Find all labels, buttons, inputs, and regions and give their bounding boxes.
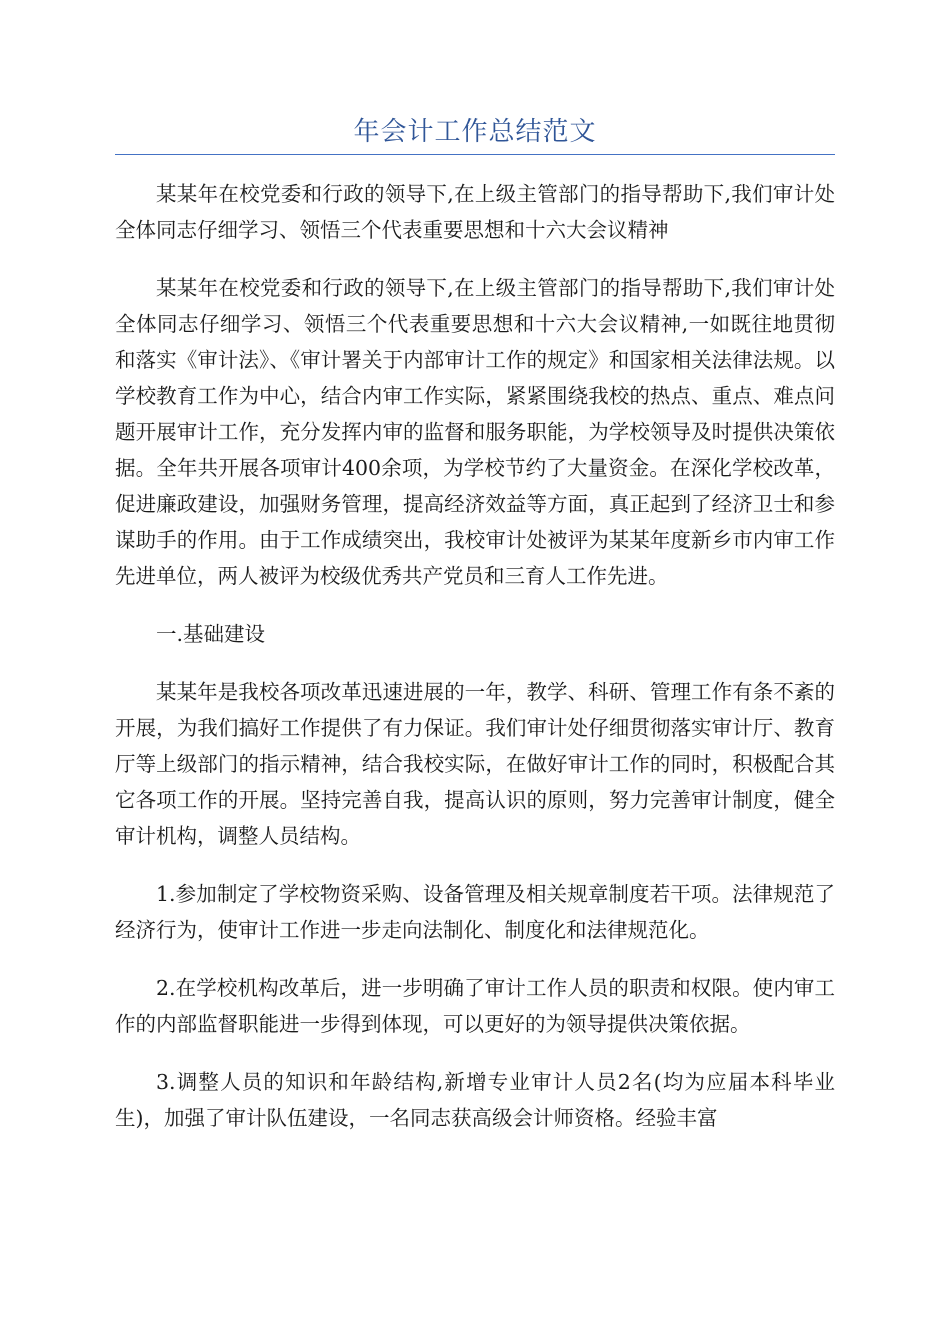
list-item-3: 3.调整人员的知识和年龄结构,新增专业审计人员2名(均为应届本科毕业生)，加强了审计队伍建设，一名同志获高级会计师资格。经验丰富 <box>115 1070 835 1130</box>
paragraph-basic-construction: 某某年是我校各项改革迅速进展的一年，教学、科研、管理工作有条不紊的开展，为我们搞好工作提供了有力保证。我们审计处仔细贯彻落实审计厅、教育厅等上级部门的指示精神，结合我校实际，在做好审计工作的同时，积极配合其它各项工作的开展。坚持完善自我，提高认识的原则，努力完善审计制度，健全审计机构，调整人员结构。 <box>115 680 835 848</box>
paragraph-intro-summary: 某某年在校党委和行政的领导下,在上级主管部门的指导帮助下,我们审计处全体同志仔细学习、领悟三个代表重要思想和十六大会议精神 <box>115 182 835 242</box>
paragraph-intro-full: 某某年在校党委和行政的领导下,在上级主管部门的指导帮助下,我们审计处全体同志仔细学习、领悟三个代表重要思想和十六大会议精神,一如既往地贯彻和落实《审计法》、《审计署关于内部审计工作的规定》和国家相关法律法规。以学校教育工作为中心，结合内审工作实际，紧紧围绕我校的热点、重点、难点问题开展审计工作，充分发挥内审的监督和服务职能，为学校领导及时提供决策依据。全年共开展各项审计400余项，为学校节约了大量资金。在深化学校改革，促进廉政建设，加强财务管理，提高经济效益等方面，真正起到了经济卫士和参谋助手的作用。由于工作成绩突出，我校审计处被评为某某年度新乡市内审工作先进单位，两人被评为校级优秀共产党员和三育人工作先进。 <box>115 276 835 588</box>
section-heading-basic-construction: 一.基础建设 <box>156 622 266 646</box>
document-title: 年会计工作总结范文 <box>353 117 597 147</box>
list-item-2: 2.在学校机构改革后，进一步明确了审计工作人员的职责和权限。使内审工作的内部监督职能进一步得到体现，可以更好的为领导提供决策依据。 <box>115 976 835 1036</box>
title-underline <box>115 154 835 155</box>
list-item-1: 1.参加制定了学校物资采购、设备管理及相关规章制度若干项。法律规范了经济行为，使审计工作进一步走向法制化、制度化和法律规范化。 <box>115 882 835 942</box>
document-body <box>115 176 835 1158</box>
